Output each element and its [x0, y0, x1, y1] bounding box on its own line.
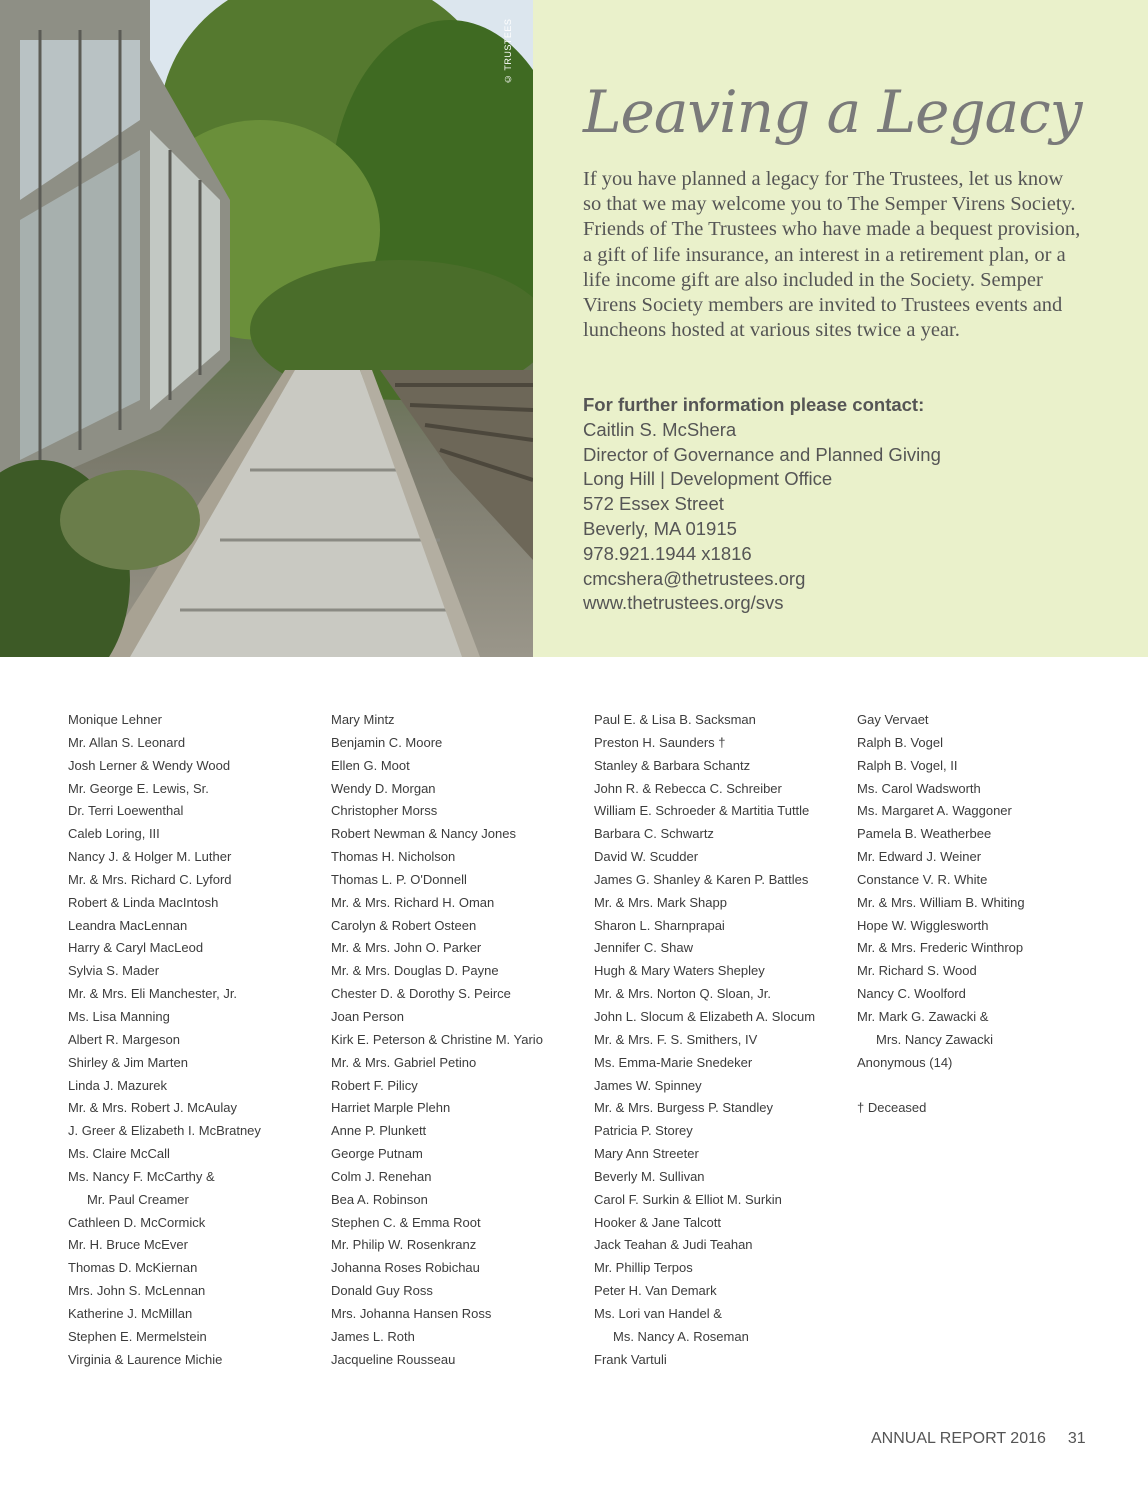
donor-name: Mrs. Johanna Hansen Ross [331, 1305, 492, 1321]
contact-block [583, 393, 1103, 616]
donor-name: Ms. Carol Wadsworth [857, 780, 981, 796]
donor-name: Jennifer C. Shaw [594, 940, 693, 956]
contact-name: Caitlin S. McShera [583, 418, 737, 440]
page-title: Leaving a Legacy [583, 78, 1082, 146]
donor-name: Jacqueline Rousseau [331, 1351, 456, 1367]
donor-name: Mr. & Mrs. Frederic Winthrop [857, 940, 1024, 956]
donor-name: Ms. Lori van Handel & [594, 1305, 722, 1321]
donor-name: Benjamin C. Moore [331, 734, 443, 750]
donor-name: John L. Slocum & Elizabeth A. Slocum [594, 1008, 816, 1024]
donor-name: Johanna Roses Robichau [331, 1260, 480, 1276]
donor-name: Patricia P. Storey [594, 1123, 693, 1139]
donor-name: Leandra MacLennan [68, 917, 188, 933]
donor-name: Mr. & Mrs. Richard H. Oman [331, 894, 495, 910]
contact-website[interactable]: www.thetrustees.org/svs [583, 592, 784, 614]
donor-name: Joan Person [331, 1008, 404, 1024]
donor-name: Anonymous (14) [857, 1054, 953, 1070]
contact-heading: For further information please contact: [583, 394, 925, 415]
donor-name: Gay Vervaet [857, 712, 929, 727]
donor-name: Bea A. Robinson [331, 1191, 428, 1207]
contact-city: Beverly, MA 01915 [583, 517, 737, 539]
donor-name: Mr. Edward J. Weiner [857, 849, 982, 865]
donor-name: Thomas D. McKiernan [68, 1260, 198, 1276]
donor-name: Chester D. & Dorothy S. Peirce [331, 986, 511, 1002]
donor-column-1 [68, 709, 318, 1371]
donor-name-continued: Mrs. Nancy Zawacki [876, 1031, 994, 1047]
donor-name: James G. Shanley & Karen P. Battles [594, 871, 809, 887]
donor-name: Caleb Loring, III [68, 826, 160, 842]
donor-name: Frank Vartuli [594, 1351, 667, 1367]
donor-name: Colm J. Renehan [331, 1168, 432, 1184]
greenhouse-photo [0, 0, 533, 657]
donor-name: Thomas L. P. O'Donnell [331, 871, 467, 887]
donor-name: J. Greer & Elizabeth I. McBratney [68, 1123, 261, 1139]
donor-name: Harry & Caryl MacLeod [68, 940, 204, 956]
donor-name: Monique Lehner [68, 712, 162, 727]
donor-name: Preston H. Saunders † [594, 734, 726, 750]
page-footer [871, 1430, 1086, 1448]
donor-name: Mr. & Mrs. John O. Parker [331, 940, 482, 956]
donor-name: Linda J. Mazurek [68, 1077, 167, 1093]
donor-name: Ellen G. Moot [331, 757, 410, 773]
report-label: ANNUAL REPORT 2016 [871, 1430, 1046, 1447]
donor-name: Mr. & Mrs. Richard C. Lyford [68, 871, 232, 887]
contact-email[interactable]: cmcshera@thetrustees.org [583, 567, 806, 589]
donor-name: Mr. & Mrs. William B. Whiting [857, 894, 1025, 910]
donor-name: Mr. Phillip Terpos [594, 1260, 693, 1276]
donor-name: Robert & Linda MacIntosh [68, 894, 219, 910]
donor-name: Mr. George E. Lewis, Sr. [68, 780, 209, 796]
donor-name: Mr. Philip W. Rosenkranz [331, 1237, 477, 1253]
donor-name: Nancy J. & Holger M. Luther [68, 849, 232, 865]
donor-name: Mr. & Mrs. Douglas D. Payne [331, 963, 499, 979]
donor-name: Mary Mintz [331, 712, 395, 727]
donor-name: Ms. Lisa Manning [68, 1008, 170, 1024]
donor-name: Hope W. Wigglesworth [857, 917, 989, 933]
donor-name: Christopher Morss [331, 803, 438, 819]
donor-name: George Putnam [331, 1146, 423, 1162]
donor-name: Constance V. R. White [857, 871, 988, 887]
donor-name: Mr. Mark G. Zawacki & [857, 1008, 989, 1024]
donor-name: Barbara C. Schwartz [594, 826, 714, 842]
donor-name: William E. Schroeder & Martitia Tuttle [594, 803, 810, 819]
donor-name: Robert Newman & Nancy Jones [331, 826, 516, 842]
donor-name: Mr. Allan S. Leonard [68, 734, 186, 750]
donor-name: Mr. Richard S. Wood [857, 963, 977, 979]
donor-name: Nancy C. Woolford [857, 986, 966, 1002]
donor-name: Kirk E. Peterson & Christine M. Yario [331, 1031, 543, 1047]
contact-office: Long Hill | Development Office [583, 468, 833, 490]
donor-name: John R. & Rebecca C. Schreiber [594, 780, 782, 796]
donor-column-2 [331, 709, 581, 1371]
donor-name: Donald Guy Ross [331, 1283, 433, 1299]
donor-name: Mr. & Mrs. Eli Manchester, Jr. [68, 986, 238, 1002]
donor-name: Mrs. John S. McLennan [68, 1283, 206, 1299]
donor-name: Anne P. Plunkett [331, 1123, 427, 1139]
donor-name: Shirley & Jim Marten [68, 1054, 188, 1070]
donor-name: Stanley & Barbara Schantz [594, 757, 751, 773]
deceased-note: † Deceased [857, 1100, 927, 1116]
donor-name: Wendy D. Morgan [331, 780, 436, 796]
donor-name: Katherine J. McMillan [68, 1305, 193, 1321]
donor-column-4 [857, 709, 1107, 1120]
donor-name: Cathleen D. McCormick [68, 1214, 206, 1230]
donor-name: Carolyn & Robert Osteen [331, 917, 477, 933]
contact-phone: 978.921.1944 x1816 [583, 542, 752, 564]
donor-name: Mary Ann Streeter [594, 1146, 699, 1162]
donor-name: Ms. Claire McCall [68, 1146, 170, 1162]
donor-name: Mr. & Mrs. Robert J. McAulay [68, 1100, 238, 1116]
donor-name: Sharon L. Sharnprapai [594, 917, 725, 933]
donor-name-continued: Ms. Nancy A. Roseman [613, 1328, 749, 1344]
photo-credit: © TRUSTEES [503, 18, 513, 84]
page-number: 31 [1067, 1430, 1086, 1447]
donor-name: Hooker & Jane Talcott [594, 1214, 721, 1230]
donor-name: Harriet Marple Plehn [331, 1100, 451, 1116]
list-spacer [857, 1075, 1107, 1098]
donor-name: Ms. Emma-Marie Snedeker [594, 1054, 753, 1070]
donor-name: Stephen C. & Emma Root [331, 1214, 481, 1230]
donor-name: Mr. & Mrs. Burgess P. Standley [594, 1100, 773, 1116]
donor-name: Mr. & Mrs. Norton Q. Sloan, Jr. [594, 986, 771, 1002]
contact-street: 572 Essex Street [583, 493, 724, 515]
donor-name: David W. Scudder [594, 849, 699, 865]
donor-name: James W. Spinney [594, 1077, 702, 1093]
donor-name: Ralph B. Vogel, II [857, 757, 958, 773]
donor-name: Josh Lerner & Wendy Wood [68, 757, 231, 773]
donor-name-continued: Mr. Paul Creamer [87, 1191, 189, 1207]
donor-name: Peter H. Van Demark [594, 1283, 717, 1299]
donor-column-3 [594, 709, 844, 1371]
donor-name: Robert F. Pilicy [331, 1077, 418, 1093]
donor-name: Pamela B. Weatherbee [857, 826, 992, 842]
donor-name: Stephen E. Mermelstein [68, 1328, 207, 1344]
donor-name: Ms. Margaret A. Waggoner [857, 803, 1012, 819]
legacy-intro: If you have planned a legacy for The Trustees, let us know so that we may welcome you to The Semper Virens Society. Friends of The Trustees who have made a bequest provision, a gift of life insurance, an interest in a retirement plan, or a life income gift are also included in the Society. Semper Virens Society members are invited to Trustees events and luncheons hosted at various sites twice a year. [583, 168, 1081, 342]
donor-name: Ralph B. Vogel [857, 734, 944, 750]
greenhouse-illustration [0, 0, 533, 657]
donor-name: James L. Roth [331, 1328, 415, 1344]
contact-role: Director of Governance and Planned Giving [583, 443, 941, 465]
donor-name: Paul E. & Lisa B. Sacksman [594, 712, 756, 727]
donor-name: Thomas H. Nicholson [331, 849, 456, 865]
donor-name: Sylvia S. Mader [68, 963, 160, 979]
donor-name: Mr. & Mrs. Mark Shapp [594, 894, 727, 910]
donor-name: Hugh & Mary Waters Shepley [594, 963, 765, 979]
donor-name: Carol F. Surkin & Elliot M. Surkin [594, 1191, 782, 1207]
donor-name: Albert R. Margeson [68, 1031, 180, 1047]
donor-name: Mr. & Mrs. F. S. Smithers, IV [594, 1031, 758, 1047]
donor-name: Mr. H. Bruce McEver [68, 1237, 188, 1253]
donor-name: Beverly M. Sullivan [594, 1168, 705, 1184]
donor-name: Virginia & Laurence Michie [68, 1351, 223, 1367]
donor-name: Jack Teahan & Judi Teahan [594, 1237, 753, 1253]
donor-name: Mr. & Mrs. Gabriel Petino [331, 1054, 477, 1070]
donor-name: Dr. Terri Loewenthal [68, 803, 184, 819]
donor-name: Ms. Nancy F. McCarthy & [68, 1168, 215, 1184]
